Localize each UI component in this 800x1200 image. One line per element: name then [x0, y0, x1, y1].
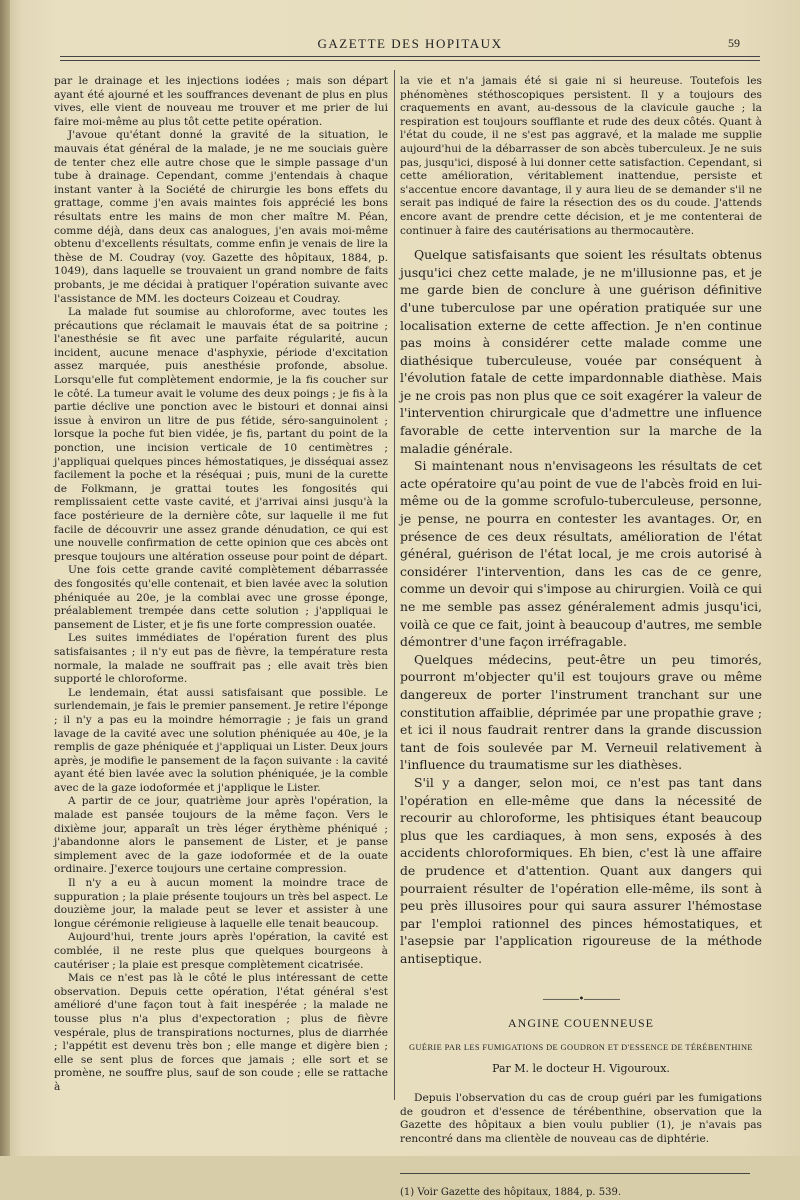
page-number: 59	[728, 36, 740, 50]
paragraph: Le lendemain, état aussi satisfaisant que possible. Le surlendemain, je fais le premier pansement. Je retire l'éponge ; il n'y a pas eu la moindre hémorragie ; je fais un grand lavage de la cavité avec une solution phéniquée au 40e, je la remplis de gaze phéniquée et j'appliquai un Lister. Deux jours après, je modifie le pansement de la façon suivante : la cavité ayant été bien lavée avec la solution phéniquée, je la comble avec de la gaze iodoformée et j'applique le Lister.	[54, 686, 388, 794]
column-divider	[394, 70, 395, 1100]
paragraph: Une fois cette grande cavité complètement débarrassée des fongosités qu'elle contenait, et bien lavée avec la solution phéniquée au 20e, je la comblai avec une grosse éponge, préalablement trempée dans cette solution ; j'appliquai le pansement de Lister, et je fis une forte compression ouatée.	[54, 564, 388, 631]
conclusion-section	[400, 246, 762, 967]
section-ornament: ————•————	[542, 994, 620, 1006]
paragraph: Depuis l'observation du cas de croup guéri par les fumigations de goudron et d'essence de térébenthine, observation que la Gazette des hôpitaux a bien voulu publier (1), je n'avais pas rencontré dans ma clientèle de nouveau cas de diphtérie.	[400, 1091, 762, 1146]
paragraph: Il n'y a eu à aucun moment la moindre trace de suppuration ; la plaie présente toujours un très bel aspect. Le douzième jour, la malade peut se lever et assister à une longue cérémonie religieuse à laquelle elle tenait beaucoup.	[54, 877, 388, 930]
article-author: Par M. le docteur H. Vigouroux.	[492, 1062, 670, 1076]
footnote: (1) Voir Gazette des hôpitaux, 1884, p. 539.	[400, 1187, 622, 1199]
header-rule-bottom	[60, 60, 760, 61]
paragraph: Aujourd'hui, trente jours après l'opération, la cavité est comblée, il ne reste plus que quelques bourgeons à cautériser ; la plaie est presque complètement cicatrisée.	[54, 931, 388, 971]
paragraph: Les suites immédiates de l'opération furent des plus satisfaisantes ; il n'y eut pas de fièvre, la température resta normale, la malade ne souffrait pas ; elle avait très bien supporté le chloroforme.	[54, 632, 388, 686]
article-subtitle: GUÉRIE PAR LES FUMIGATIONS DE GOUDRON ET D'ESSENCE DE TÉRÉBENTHINE	[409, 1042, 753, 1052]
journal-title: GAZETTE DES HOPITAUX	[317, 36, 503, 51]
header-rule-top	[60, 56, 760, 57]
paragraph: la vie et n'a jamais été si gaie ni si heureuse. Toutefois les phénomènes stéthoscopiques persistent. Il y a toujours des craquements en avant, au-dessous de la clavicule gauche ; la respiration est toujours soufflante et rude des deux côtés. Quant à l'état du coude, il ne s'est pas aggravé, et la malade me supplie aujourd'hui de la débarrasser de son abcès tuberculeux. Je ne suis pas, jusqu'ici, disposé à lui donner cette satisfaction. Cependant, si cette amélioration, véritablement inattendue, persiste et s'accentue encore davantage, il y aura lieu de se demander s'il ne serait pas indiqué de faire la résection des os du coude. J'attends encore avant de prendre cette décision, et je me contenterai de continuer à faire des cautérisations au thermocautère.	[400, 75, 762, 237]
article-body	[400, 1092, 762, 1147]
paragraph: La malade fut soumise au chloroforme, avec toutes les précautions que réclamait le mauvais état de sa poitrine ; l'anesthésie se fit avec une parfaite régularité, aucun incident, aucune menace d'asphyxie, période d'excitation assez marquée, puis anesthésie profonde, absolue. Lorsqu'elle fut complètement endormie, je la fis coucher sur le côté. La tumeur avait le volume des deux poings ; je fis à la partie déclive une ponction avec le bistouri et donnai ainsi issue à environ un litre de pus fétide, séro-sanguinolent ; lorsque la poche fut bien vidée, je fis, partant du point de la ponction, une incision verticale de 10 centimètres ; j'appliquai quelques pinces hémostatiques, je disséquai assez facilement la poche et la réséquai ; puis, muni de la curette de Folkmann, je grattai toutes les fongosités qui remplissaient cette vaste cavité, et j'arrivai ainsi jusqu'à la face postérieure de la dernière côte, sur laquelle il me fut facile de découvrir une assez grande dénudation, ce qui est une nouvelle confirmation de cette opinion que ces abcès ont presque toujours une altération osseuse pour point de départ.	[54, 306, 388, 563]
paragraph: J'avoue qu'étant donné la gravité de la situation, le mauvais état général de la malade, je ne me souciais guère de tenter chez elle autre chose que le simple passage d'un tube à drainage. Cependant, comme j'entendais à chaque instant vanter à la Société de chirurgie les bons effets du grattage, comme j'en avais maintes fois apprécié les bons résultats entre les mains de mon cher maître M. Péan, comme déjà, dans deux cas analogues, j'en avais moi-même obtenu d'excellents résultats, comme enfin je venais de lire la thèse de M. Coudray (voy. Gazette des hôpitaux, 1884, p. 1049), dans laquelle se trouvaient un grand nombre de faits probants, je me décidai à pratiquer l'opération suivante avec l'assistance de MM. les docteurs Coizeau et Coudray.	[54, 129, 388, 305]
article-title: ANGINE COUENNEUSE	[508, 1016, 654, 1031]
page-binding-edge	[0, 0, 10, 1156]
left-column	[54, 75, 388, 1105]
paragraph: Mais ce n'est pas là le côté le plus intéressant de cette observation. Depuis cette opération, l'état général s'est amélioré d'une façon tout à fait inespérée ; la malade ne tousse plus n'a plus d'expectoration ; plus de fièvre vespérale, plus de transpirations nocturnes, plus de diarrhée ; l'appétit est devenu très bon ; elle mange et digère bien ; elle se sent plus de forces que jamais ; elle sort et se promène, ne souffre plus, sauf de son coude ; elle se rattache à	[54, 972, 388, 1093]
right-column	[400, 75, 762, 1199]
paragraph: A partir de ce jour, quatrième jour après l'opération, la malade est pansée toujours de la même façon. Vers le dixième jour, apparaît un très léger érythème phéniqué ; j'abandonne alors le pansement de Lister, et je panse simplement avec de la gaze iodoformée et de la ouate ordinaire. J'exerce toujours une certaine compression.	[54, 795, 388, 876]
paragraph: Quelque satisfaisants que soient les résultats obtenus jusqu'ici chez cette malade, je ne m'illusionne pas, et je me garde bien de conclure à une guérison définitive d'une tuberculose par une opération pratiquée sur une localisation externe de cette affection. Je n'en continue pas moins à considérer cette malade comme une diathésique tuberculeuse, vouée par conséquent à l'évolution fatale de cette impardonnable diathèse. Mais je ne crois pas non plus que ce soit exagérer la valeur de l'intervention chirurgicale que d'admettre une influence favorable de cette intervention sur la marche de la maladie générale.	[400, 247, 762, 456]
paragraph: Quelques médecins, peut-être un peu timorés, pourront m'objecter qu'il est toujours grave ou même dangereux de porter l'instrument tranchant sur une constitution affaiblie, déprimée par une propathie grave ; et ici il nous faudrait rentrer dans la grande discussion tant de fois soulevée par M. Verneuil relativement à l'influence du traumatisme sur les diathèses.	[400, 651, 762, 773]
paragraph: par le drainage et les injections iodées ; mais son départ ayant été ajourné et les souffrances devenant de plus en plus vives, elle vient de nouveau me trouver et me prier de lui faire moi-même au plus tôt cette petite opération.	[54, 75, 388, 128]
footnote-rule	[400, 1173, 750, 1174]
paragraph: S'il y a danger, selon moi, ce n'est pas tant dans l'opération en elle-même que dans la nécessité de recourir au chloroforme, les phtisiques étant beaucoup plus que les cardiaques, à mon sens, exposés à des accidents chloroformiques. Eh bien, c'est là une affaire de prudence et d'attention. Quant aux dangers qui pourraient résulter de l'opération elle-même, ils sont à peu près illusoires pour qui saura assurer l'hémostase par l'emploi rationnel des pinces hémostatiques, et l'asepsie par l'application rigoureuse de la méthode antiseptique.	[400, 774, 762, 966]
paragraph: Si maintenant nous n'envisageons les résultats de cet acte opératoire qu'au point de vue de l'abcès froid en lui-même ou de la gomme scrofulo-tuberculeuse, personne, je pense, ne pourra en contester les avantages. Or, en présence de ces deux résultats, amélioration de l'état général, guérison de l'état local, je me crois autorisé à considérer l'intervention, dans les cas de ce genre, comme un devoir qui s'impose au chirurgien. Voilà ce qui ne me semble pas assez généralement admis jusqu'ici, voilà ce que ce fait, joint à beaucoup d'autres, me semble démontrer d'une façon irréfragable.	[400, 458, 762, 650]
